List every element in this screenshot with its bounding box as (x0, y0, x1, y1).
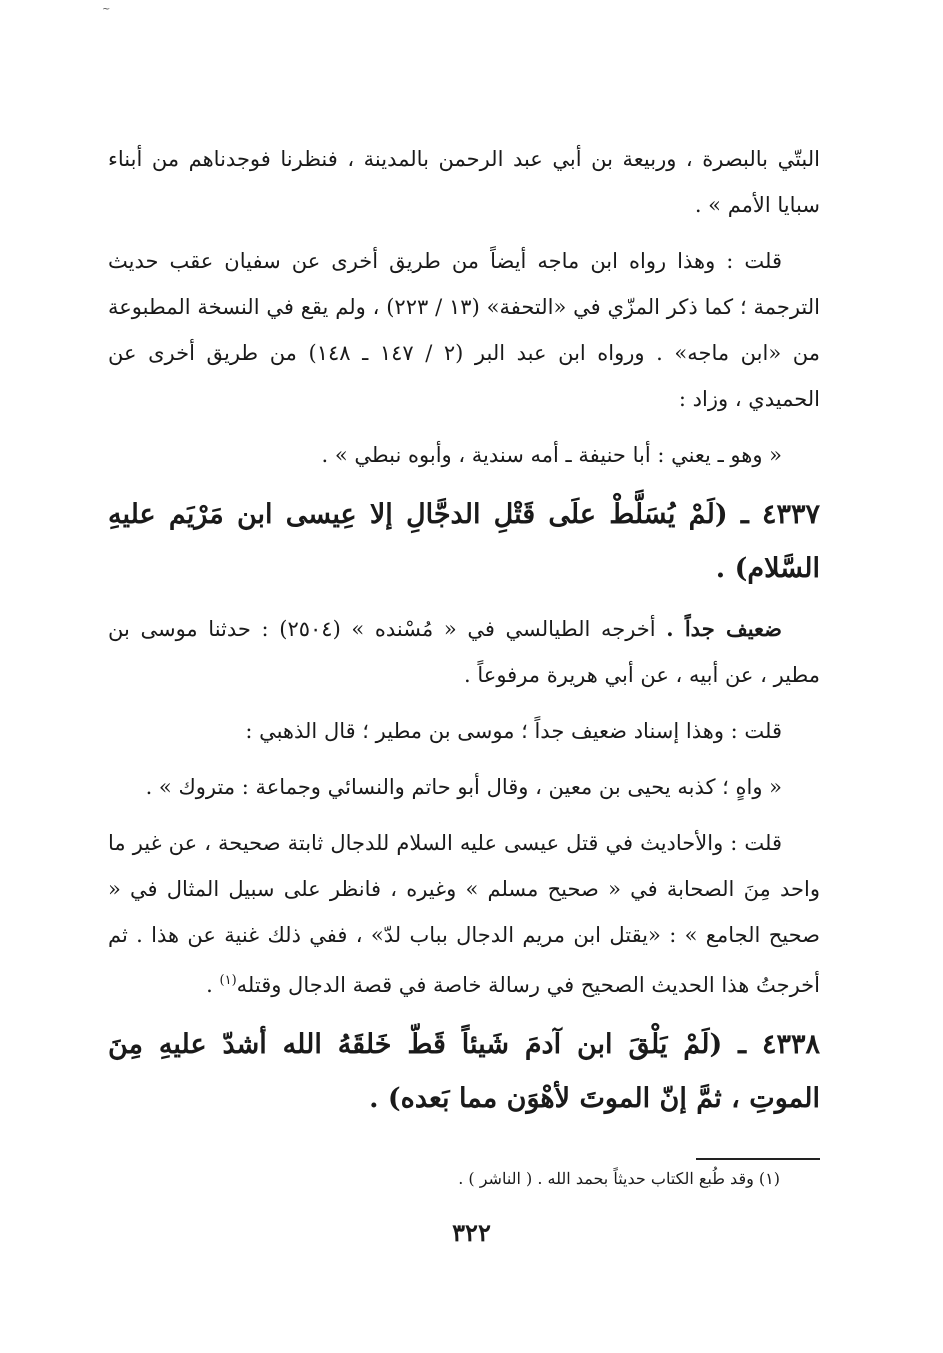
paragraph-continuation: البتّي بالبصرة ، وربيعة بن أبي عبد الرحمن بالمدينة ، فنظرنا فوجدناهم من أبناء سبايا الأمم » . (108, 147, 820, 217)
conclusion-end: . (206, 973, 220, 997)
page-number: ٣٢٢ (452, 1218, 491, 1247)
footnote-divider (696, 1158, 820, 1160)
paragraph-quote: « وهو ـ يعني : أبا حنيفة ـ أمه سندية ، وأبوه نبطي » . (321, 443, 782, 467)
hadith-4337-takhrij (108, 606, 820, 698)
footnote: (١) وقد طُبع الكتاب حديثاً بحمد الله . ( الناشر ) . (458, 1169, 780, 1188)
hadith-4337-conclusion (108, 820, 820, 1008)
page-body (108, 136, 820, 1194)
takhrij-text: أخرجه الطيالسي في « مُسْنده » (٢٥٠٤) : حدثنا موسى بن مطير ، عن أبيه ، عن أبي هريرة مرفوعاً . (108, 617, 820, 687)
conclusion-text: قلت : والأحاديث في قتل عيسى عليه السلام للدجال ثابتة صحيحة ، عن غير ما واحد مِنَ الصحابة في « صحيح مسلم » وغيره ، فانظر على سبيل المثال في « صحيح الجامع » : «يقتل ابن مريم الدجال بباب لدّ» ، ففي ذلك غنية عن هذا . ثم أخرجتُ هذا الحديث الصحيح في رسالة خاصة في قصة الدجال وقتله (108, 831, 820, 997)
page-corner-mark: ~ (102, 4, 111, 15)
hadith-4337-dhahabi-quote: « واهٍ ؛ كذبه يحيى بن معين ، وقال أبو حاتم والنسائي وجماعة : متروك » . (145, 775, 782, 799)
footnote-ref[interactable]: (١) (219, 973, 237, 988)
hadith-4337-isnad-note: قلت : وهذا إسناد ضعيف جداً ؛ موسى بن مطير ؛ قال الذهبي : (245, 719, 782, 743)
grading-label: ضعيف جداً . (666, 616, 782, 641)
hadith-4337-heading: ٤٣٣٧ ـ (لَمْ يُسَلَّطْ علَى قَتْلِ الدجَّالِ إلا عِيسى ابن مَرْيَم عليهِ السَّلام) . (108, 499, 820, 584)
paragraph-commentary: قلت : وهذا رواه ابن ماجه أيضاً من طريق أخرى عن سفيان عقب حديث الترجمة ؛ كما ذكر المزّي في «التحفة» (١٣ / ٢٢٣) ، ولم يقع في النسخة المطبوعة من «ابن ماجه» . ورواه ابن عبد البر (٢ / ١٤٧ ـ ١٤٨) من طريق أخرى عن الحميدي ، وزاد : (108, 249, 821, 411)
hadith-4338-heading: ٤٣٣٨ ـ (لَمْ يَلْقَ ابن آدمَ شَيئاً قَطّ خَلقَهُ الله أشدّ عليهِ مِنَ الموتِ ، ثمَّ إنّ الموتَ لأهْوَن مما بَعده) . (108, 1029, 820, 1114)
